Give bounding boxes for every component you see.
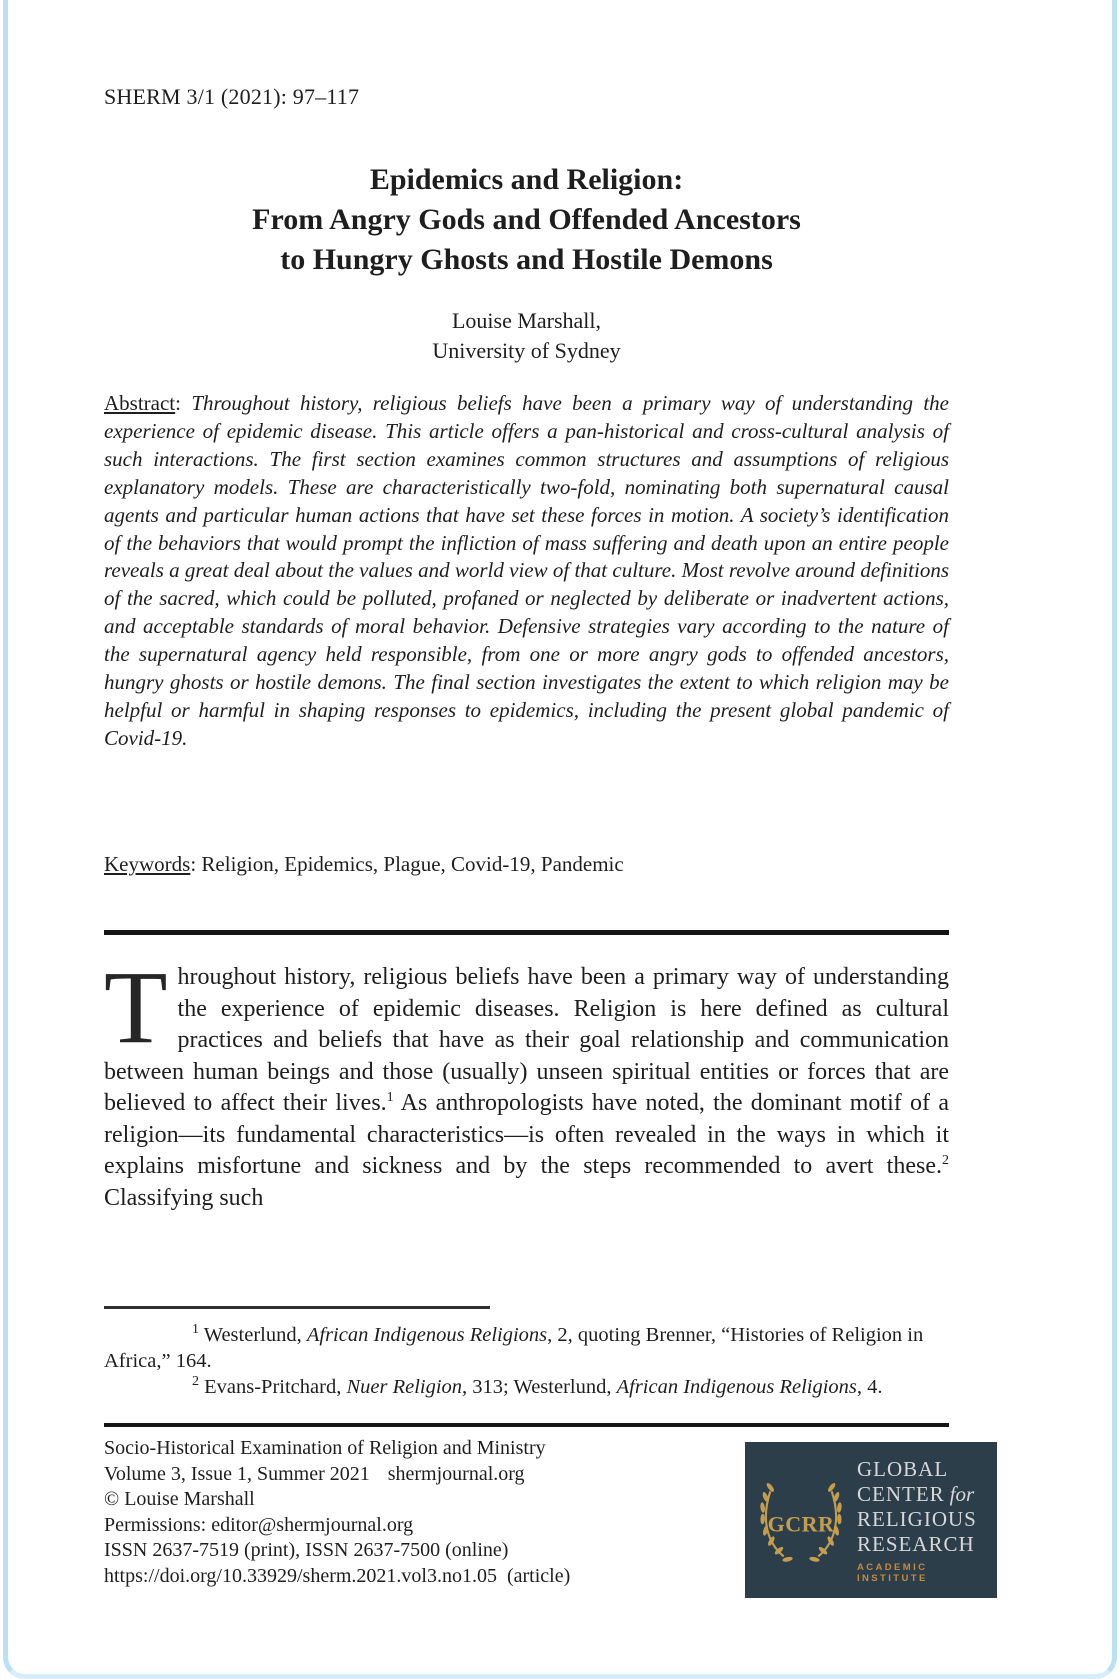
logo-tagline: ACADEMIC INSTITUTE [857,1561,928,1584]
gcrr-emblem [745,1474,857,1566]
footer-permissions-email: Permissions: editor@shermjournal.org [104,1513,414,1536]
title-line-1: Epidemics and Religion: [369,163,684,196]
body-paragraph [104,950,949,1214]
author-affiliation: University of Sydney [432,338,621,363]
journal-citation: SHERM 3/1 (2021): 97–117 [104,84,360,109]
footnote-ref-1: 1 [386,1090,394,1105]
footnote-1-text: Westerlund, [199,1324,307,1346]
footer-issn: ISSN 2637-7519 (print), ISSN 2637-7500 (online) [104,1539,509,1562]
gcrr-acronym: GCRR [767,1511,835,1537]
footer-site-link: shermjournal.org [387,1462,525,1485]
logo-for-text: for [949,1481,975,1506]
laurel-wreath-icon [749,1474,853,1566]
author-name: Louise Marshall, [451,308,602,333]
footer-copyright: © Louise Marshall [104,1488,255,1511]
footer-doi-line [104,1564,744,1590]
logo-line-religious: RELIGIOUS [857,1506,977,1531]
footer-journal-name: Socio-Historical Examination of Religion and Ministry [104,1437,546,1459]
footnote-2 [104,1374,949,1400]
gcrr-wordmark [857,1457,997,1584]
article-title [104,160,949,280]
footnote-2-text-end: , 4. [856,1376,883,1398]
footer-volume-line [104,1462,744,1488]
author-block [104,306,949,366]
footnote-2-work-2: African Indigenous Religions [616,1376,857,1398]
footer-divider-rule [104,1423,949,1427]
keywords [104,852,949,877]
body-text-2: As anthropologists have noted, the dominant motif of a religion—its fundamental characteristics—is often revealed in the ways in which it explains misfortune and sickness and by the steps recommended to avert these. [104,1090,949,1179]
gcrr-logo [745,1442,997,1598]
footnote-ref-2: 2 [942,1153,949,1168]
logo-line-global: GLOBAL [857,1456,949,1481]
keywords-label: Keywords [104,852,191,876]
abstract-colon: : [175,391,192,415]
footer-block [104,1436,744,1590]
footnote-1-marker: 1 [192,1322,199,1338]
logo-line-center [857,1482,991,1507]
footer-doi-type: (article) [506,1564,571,1587]
abstract-text: Throughout history, religious beliefs have been a primary way of understanding the experience of epidemic disease. This article offers a pan-historical and cross-cultural analysis of such interactions. The first section examines common structures and assumptions of religious explanatory models. These are characteristically two-fold, nominating both supernatural causal agents and particular human actions that have set these forces in motion. A society’s identification of the behaviors that would prompt the infliction of mass suffering and death upon an entire people reveals a great deal about the values and world view of that culture. Most revolve around definitions of the sacred, which could be polluted, profaned or neglected by deliberate or inadvertent actions, and acceptable standards of moral behavior. Defensive strategies vary according to the nature of the supernatural agency held responsible, from one or more angry gods to offended ancestors, hungry ghosts or hostile demons. The final section investigates the extent to which religion may be helpful or harmful in shaping responses to epidemics, including the present global pandemic of Covid-19. [104,391,949,750]
footnote-1 [104,1322,949,1374]
abstract [104,390,949,753]
footer-doi-link: https://doi.org/10.33929/sherm.2021.vol3.no1.05 [104,1564,497,1587]
keywords-colon: : [190,852,202,876]
title-line-3: to Hungry Ghosts and Hostile Demons [280,243,773,276]
footnote-separator-rule [104,1306,490,1309]
logo-line-research: RESEARCH [857,1531,975,1556]
body-text-3: Classifying such [104,1184,264,1211]
logo-center-text: CENTER [857,1481,945,1506]
footnote-2-text-mid: , 313; Westerlund, [462,1376,617,1398]
footer-volume: Volume 3, Issue 1, Summer 2021 [104,1462,370,1485]
footnotes [104,1322,949,1400]
abstract-label: Abstract [104,391,176,415]
footnote-2-text: Evans-Pritchard, [199,1376,347,1398]
drop-cap: T [104,950,168,1065]
footnote-2-work-1: Nuer Religion [346,1376,463,1398]
footnote-1-text-end: , 2, quoting Brenner, “Histories of Religion in Africa,” 164. [104,1324,924,1372]
section-divider-rule [104,930,949,935]
title-line-2: From Angry Gods and Offended Ancestors [252,203,801,236]
keywords-text: Religion, Epidemics, Plague, Covid-19, Pandemic [201,852,624,876]
body-text-1: hroughout history, religious beliefs have been a primary way of understanding the experience of epidemic diseases. Religion is here defined as cultural practices and beliefs that have as their goal relationship and communication between human beings and those (usually) unseen spiritual entities or forces that are believed to affect their lives. [104,964,949,1116]
footnote-1-work: African Indigenous Religions [306,1324,548,1346]
footnote-2-marker: 2 [192,1374,199,1390]
